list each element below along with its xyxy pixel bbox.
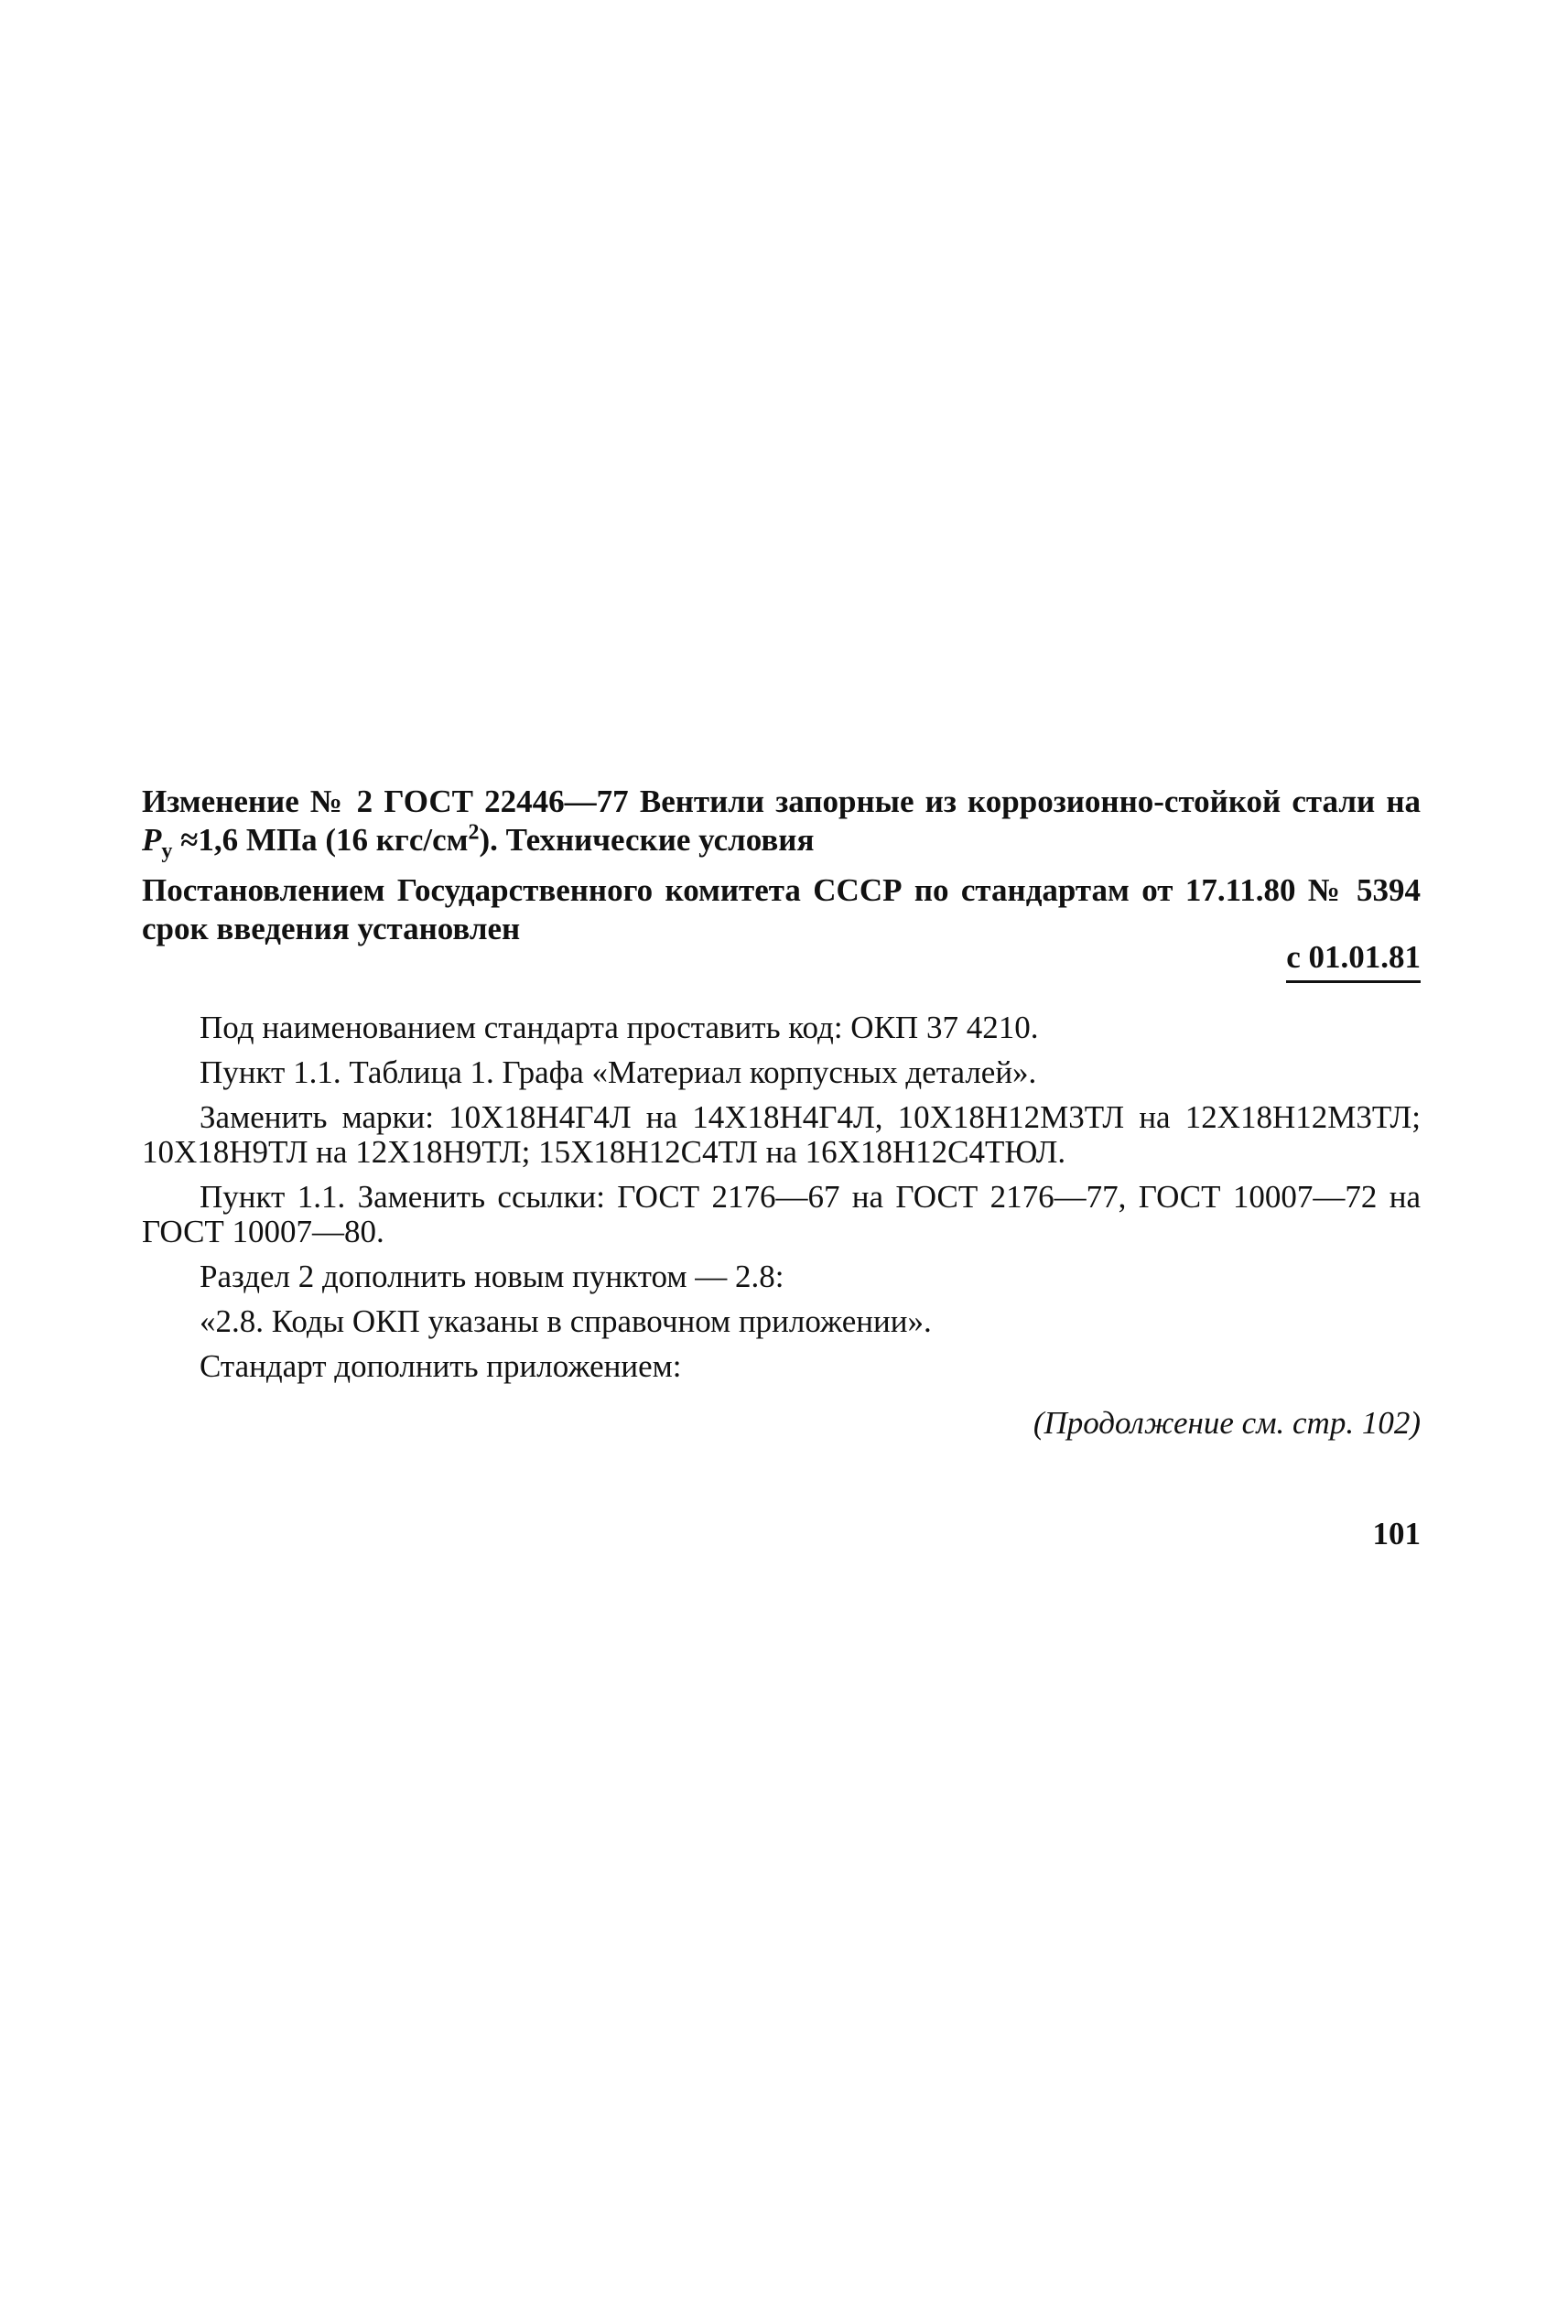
paragraph-new-clause: Раздел 2 дополнить новым пунктом — 2.8:: [200, 1259, 784, 1294]
paragraph-replace-grades: Заменить марки: 10Х18Н4Г4Л на 14Х18Н4Г4Л, 10Х18Н12М3ТЛ на 12Х18Н12М3ТЛ; 10Х18Н9ТЛ на 12Х18Н9ТЛ; 15Х18Н12С4ТЛ на 16Х18Н12С4ТЮЛ.: [142, 1099, 1421, 1170]
document-heading: [142, 783, 1421, 863]
decree-statement: Постановлением Государственного комитета СССР по стандартам от 17.11.80 № 5394 срок введения установлен: [142, 872, 1421, 946]
paragraph-replace-references: Пункт 1.1. Заменить ссылки: ГОСТ 2176—67 на ГОСТ 2176—77, ГОСТ 10007—72 на ГОСТ 10007—80.: [142, 1179, 1421, 1249]
continuation-note: (Продолжение см. стр. 102): [1033, 1405, 1421, 1441]
effective-date: с 01.01.81: [1286, 938, 1421, 983]
heading-text-part1: Изменение № 2 ГОСТ 22446—77 Вентили запорные из коррозионно-стойкой стали на: [142, 784, 1421, 819]
unit-superscript: 2: [468, 820, 480, 845]
amendment-body: [142, 1011, 1421, 1394]
pressure-subscript: у: [161, 839, 173, 863]
heading-text-part3: ). Технические условия: [479, 822, 815, 858]
paragraph-clause-text: «2.8. Коды ОКП указаны в справочном приложении».: [200, 1303, 932, 1339]
page-number: 101: [1372, 1516, 1421, 1551]
paragraph-okp-code: Под наименованием стандарта проставить код: ОКП 37 4210.: [200, 1010, 1039, 1045]
paragraph-appendix: Стандарт дополнить приложением:: [200, 1348, 682, 1384]
heading-text-part2: ≈1,6 МПа (16 кгс/см: [172, 822, 469, 858]
paragraph-table-column: Пункт 1.1. Таблица 1. Графа «Материал корпусных деталей».: [200, 1054, 1037, 1090]
pressure-symbol: P: [142, 822, 162, 858]
